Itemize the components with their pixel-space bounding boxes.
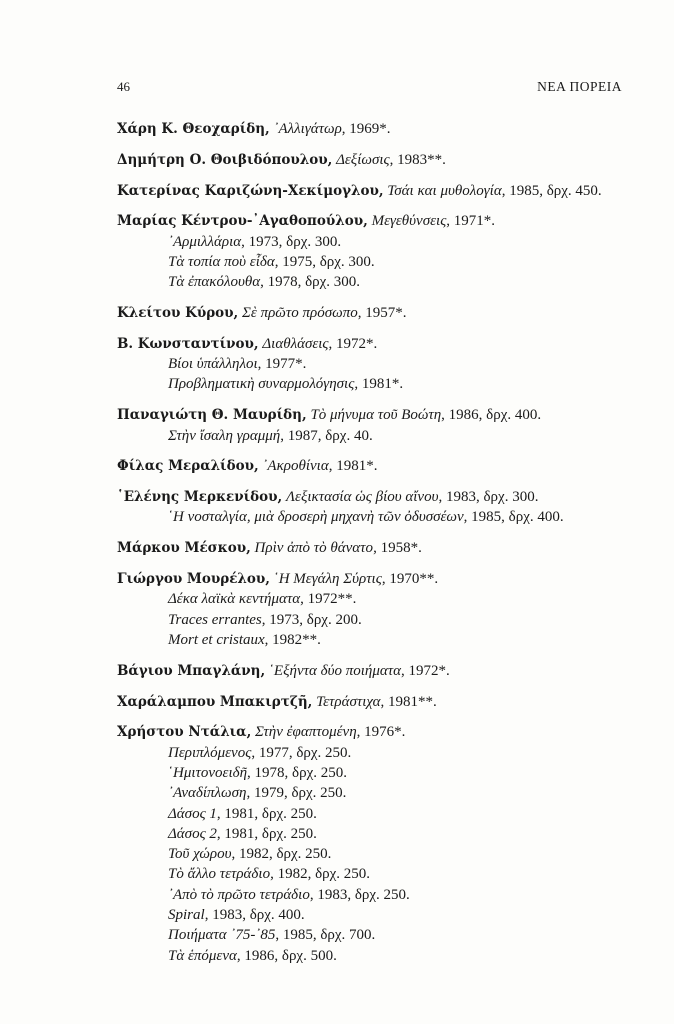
entry-main-line xyxy=(117,456,637,476)
publication-info: , 1958*. xyxy=(373,540,422,557)
bibliography-list xyxy=(117,119,637,976)
book-title: Traces errantes xyxy=(168,611,262,628)
publication-info: , 1972**. xyxy=(300,591,357,608)
book-title: Περιπλόμενος xyxy=(168,744,252,761)
book-title: Δάσος 1 xyxy=(168,805,217,822)
publication-info: , 1982**. xyxy=(264,631,321,648)
entry-sub-line xyxy=(117,374,637,394)
entry-sub-line xyxy=(117,232,637,252)
publication-info: , 1983, δρχ. 300. xyxy=(438,489,539,506)
entry-sub-line xyxy=(117,272,637,292)
entry-main-line xyxy=(117,303,637,323)
publication-info: , 1972*. xyxy=(328,335,378,352)
book-title: Τοῦ χώρου xyxy=(168,846,232,863)
entry-sub-line xyxy=(117,589,637,609)
bibliography-entry xyxy=(117,538,637,558)
bibliography-entry xyxy=(117,487,637,528)
entry-sub-line xyxy=(117,804,637,824)
publication-info: , 1983**. xyxy=(389,151,446,168)
publication-info: , 1981*. xyxy=(328,458,378,475)
book-title: Τὰ τοπία ποὺ εἶδα xyxy=(168,253,275,270)
publication-info: , 1987, δρχ. 40. xyxy=(280,427,373,444)
bibliography-entry xyxy=(117,303,637,323)
publication-info: , 1975, δρχ. 300. xyxy=(274,253,375,270)
publication-info: , 1977, δρχ. 250. xyxy=(251,744,352,761)
publication-info: , 1957*. xyxy=(357,305,407,322)
book-title: Τὰ ἑπόμενα xyxy=(168,947,237,964)
publication-info: , 1971*. xyxy=(446,213,496,230)
author-name: Γιώργου Μουρέλου, xyxy=(117,571,270,588)
book-title: ᾿Αλλιγάτωρ xyxy=(273,121,342,137)
entry-sub-line xyxy=(117,354,637,374)
entry-sub-line xyxy=(117,885,637,905)
book-title: Διαθλάσεις xyxy=(262,335,329,352)
author-name: Κλείτου Κύρου, xyxy=(117,305,239,322)
author-name: Χρήστου Ντάλια, xyxy=(117,724,252,741)
entry-sub-line xyxy=(117,844,637,864)
book-title: Δάσος 2 xyxy=(168,825,217,842)
bibliography-entry xyxy=(117,661,637,681)
entry-main-line xyxy=(117,334,637,354)
book-title: Ποιήματα ᾿75-᾿85 xyxy=(168,927,276,944)
publication-info: , 1986, δρχ. 400. xyxy=(441,407,542,424)
entry-sub-line xyxy=(117,426,637,446)
author-name: Παναγιώτη Θ. Μαυρίδη, xyxy=(117,407,307,424)
book-title: Στὴν ἐφαπτομένη xyxy=(255,724,357,741)
book-title: ᾿Αρμιλλάρια xyxy=(168,233,242,250)
book-title: Πρὶν ἀπὸ τὸ θάνατο xyxy=(254,540,374,557)
author-name: ῾Ελένης Μερκενίδου, xyxy=(117,489,283,506)
bibliography-entry xyxy=(117,692,637,712)
book-title: ᾿Αναδίπλωση xyxy=(168,785,247,802)
publication-info: , 1972*. xyxy=(401,662,450,679)
publication-info: , 1979, δρχ. 250. xyxy=(246,785,347,802)
author-name: Φίλας Μεραλίδου, xyxy=(117,458,259,475)
book-title: Τσάι και μυθολογία xyxy=(387,182,502,199)
entry-main-line xyxy=(117,692,637,712)
book-title: Προβληματικὴ συναρμολόγησις xyxy=(168,376,355,393)
book-title: Λεξικτασία ὡς βίου αἴνου xyxy=(286,489,439,506)
entry-sub-line xyxy=(117,252,637,272)
bibliography-entry xyxy=(117,181,637,201)
publication-info: , 1981**. xyxy=(380,693,437,710)
author-name: Χάρη Κ. Θεοχαρίδη, xyxy=(117,121,270,137)
entry-sub-line xyxy=(117,743,637,763)
entry-main-line xyxy=(117,405,637,425)
book-title: ῾Η νοσταλγία, μιὰ δροσερὴ μηχανὴ τῶν ὀδυσσέων xyxy=(168,509,464,526)
entry-main-line xyxy=(117,487,637,507)
bibliography-entry xyxy=(117,119,637,139)
page-number: 46 xyxy=(117,79,130,94)
bibliography-entry xyxy=(117,405,637,446)
bibliography-entry xyxy=(117,722,637,966)
entry-main-line xyxy=(117,722,637,742)
publication-info: , 1982, δρχ. 250. xyxy=(270,866,371,883)
bibliography-entry xyxy=(117,456,637,476)
entry-main-line xyxy=(117,538,637,558)
entry-sub-line xyxy=(117,925,637,945)
author-name: Κατερίνας Καριζώνη-Χεκίμογλου, xyxy=(117,182,384,199)
book-title: Δεξίωσις xyxy=(336,151,390,168)
bibliography-entry xyxy=(117,334,637,395)
author-name: Χαράλαμπου Μπακιρτζῆ, xyxy=(117,693,313,710)
book-title: Σὲ πρῶτο πρόσωπο xyxy=(242,305,358,322)
entry-sub-line xyxy=(117,905,637,925)
bibliography-entry xyxy=(117,150,637,170)
publication-info: , 1983, δρχ. 250. xyxy=(309,886,410,903)
publication-info: , 1982, δρχ. 250. xyxy=(231,846,332,863)
publication-info: , 1981, δρχ. 250. xyxy=(216,805,317,822)
book-title: Βίοι ὑπάλληλοι xyxy=(168,356,258,373)
entry-main-line xyxy=(117,181,637,201)
entry-sub-line xyxy=(117,783,637,803)
publication-info: , 1970**. xyxy=(381,571,439,588)
book-title: Δέκα λαϊκὰ κεντήματα xyxy=(168,591,301,608)
book-title: Τετράστιχα xyxy=(316,693,381,710)
entry-sub-line xyxy=(117,763,637,783)
publication-info: , 1977*. xyxy=(257,356,307,373)
publication-info: , 1985, δρχ. 700. xyxy=(275,927,376,944)
publication-info: , 1983, δρχ. 400. xyxy=(204,907,305,923)
entry-main-line xyxy=(117,150,637,170)
book-title: ῾Εξήντα δύο ποιήματα xyxy=(268,662,401,679)
bibliography-entry xyxy=(117,211,637,292)
author-name: Μαρίας Κέντρου-᾿Αγαθοπούλου, xyxy=(117,213,368,230)
book-title: ᾿Απὸ τὸ πρῶτο τετράδιο xyxy=(168,886,310,903)
entry-sub-line xyxy=(117,864,637,884)
book-title: Τὸ μήνυμα τοῦ Βοώτη xyxy=(310,407,442,424)
book-title: Τὰ ἐπακόλουθα xyxy=(168,274,261,291)
book-title: Μεγεθύνσεις xyxy=(371,213,447,230)
publication-info: , 1976*. xyxy=(356,724,406,741)
entry-sub-line xyxy=(117,630,637,650)
book-title: Spiral xyxy=(168,907,205,923)
running-title: ΝΕΑ ΠΟΡΕΙΑ xyxy=(537,79,622,94)
publication-info: , 1981*. xyxy=(354,376,404,393)
entry-main-line xyxy=(117,661,637,681)
publication-info: , 1973, δρχ. 200. xyxy=(261,611,362,628)
book-title: Τὸ ἄλλο τετράδιο xyxy=(168,866,271,883)
publication-info: , 1986, δρχ. 500. xyxy=(236,947,337,964)
entry-main-line xyxy=(117,569,637,589)
publication-info: , 1985, δρχ. 450. xyxy=(501,182,602,199)
author-name: Δημήτρη Ο. Θοιβιδόπουλου, xyxy=(117,151,333,168)
book-title: ῾Η Μεγάλη Σύρτις xyxy=(273,571,382,588)
entry-sub-line xyxy=(117,946,637,966)
book-title: Mort et cristaux xyxy=(168,631,265,648)
publication-info: , 1978, δρχ. 250. xyxy=(247,764,348,781)
book-title: Στὴν ἴσαλη γραμμή xyxy=(168,427,281,444)
entry-sub-line xyxy=(117,507,637,527)
entry-sub-line xyxy=(117,824,637,844)
publication-info: , 1969*. xyxy=(341,121,391,137)
bibliography-entry xyxy=(117,569,637,650)
author-name: Βάγιου Μπαγλάνη, xyxy=(117,662,266,679)
publication-info: , 1978, δρχ. 300. xyxy=(260,274,361,291)
author-name: Β. Κωνσταντίνου, xyxy=(117,335,259,352)
entry-sub-line xyxy=(117,610,637,630)
entry-main-line xyxy=(117,211,637,231)
book-title: ῾Ημιτονοειδῆ xyxy=(168,764,248,781)
publication-info: , 1985, δρχ. 400. xyxy=(463,509,564,526)
entry-main-line xyxy=(117,119,637,139)
publication-info: , 1981, δρχ. 250. xyxy=(216,825,317,842)
book-title: ᾿Ακροθίνια xyxy=(262,458,329,475)
publication-info: , 1973, δρχ. 300. xyxy=(241,233,342,250)
author-name: Μάρκου Μέσκου, xyxy=(117,540,251,557)
